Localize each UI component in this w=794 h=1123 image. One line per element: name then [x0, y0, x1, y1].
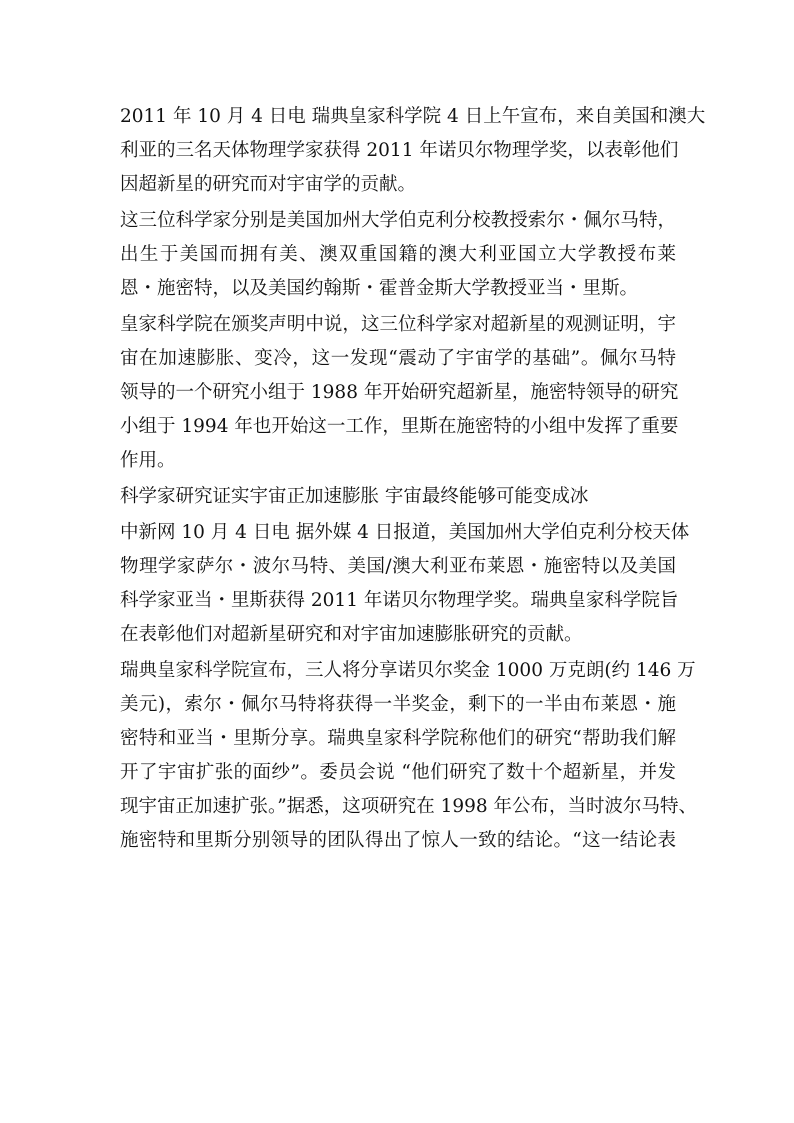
text-line: 密特和亚当・里斯分享。瑞典皇家科学院称他们的研究“帮助我们解 — [120, 728, 676, 749]
text-line: 恩・施密特，以及美国约翰斯・霍普金斯大学教授亚当・里斯。 — [120, 278, 639, 299]
text-line: 美元)，索尔・佩尔马特将获得一半奖金，剩下的一半由布莱恩・施 — [120, 694, 676, 715]
text-line: 出生于美国而拥有美、澳双重国籍的澳大利亚国立大学教授布莱 — [120, 244, 676, 265]
text-line: 瑞典皇家科学院宣布，三人将分享诺贝尔奖金 1000 万克朗(约 146 万 — [120, 660, 696, 681]
paragraph-3 — [120, 308, 679, 478]
text-line: 小组于 1994 年也开始这一工作，里斯在施密特的小组中发挥了重要 — [120, 416, 679, 437]
paragraph-1 — [120, 100, 706, 202]
text-line: 中新网 10 月 4 日电 据外媒 4 日报道，美国加州大学伯克利分校天体 — [120, 522, 690, 543]
text-line: 利亚的三名天体物理学家获得 2011 年诺贝尔物理学奖，以表彰他们 — [120, 140, 679, 161]
document-body — [120, 100, 706, 858]
text-line: 物理学家萨尔・波尔马特、美国/澳大利亚布莱恩・施密特以及美国 — [120, 556, 676, 577]
paragraph-6 — [120, 654, 698, 858]
text-line: 在表彰他们对超新星研究和对宇宙加速膨胀研究的贡献。 — [120, 624, 583, 645]
paragraph-5 — [120, 516, 690, 652]
text-line: 宙在加速膨胀、变冷，这一发现“震动了宇宙学的基础”。佩尔马特 — [120, 348, 676, 369]
text-line: 科学家亚当・里斯获得 2011 年诺贝尔物理学奖。瑞典皇家科学院旨 — [120, 590, 679, 611]
news-headline — [120, 480, 676, 514]
text-line: 这三位科学家分别是美国加州大学伯克利分校教授索尔・佩尔马特， — [120, 210, 676, 231]
text-line: 皇家科学院在颁奖声明中说，这三位科学家对超新星的观测证明，宇 — [120, 314, 676, 335]
headline-text: 科学家研究证实宇宙正加速膨胀 宇宙最终能够可能变成冰 — [120, 486, 589, 507]
text-line: 2011 年 10 月 4 日电 瑞典皇家科学院 4 日上午宣布，来自美国和澳大 — [120, 106, 706, 127]
paragraph-2 — [120, 204, 676, 306]
text-line: 领导的一个研究小组于 1988 年开始研究超新星，施密特领导的研究 — [120, 382, 679, 403]
text-line: 开了宇宙扩张的面纱”。委员会说 “他们研究了数十个超新星，并发 — [120, 762, 676, 783]
text-line: 现宇宙正加速扩张。”据悉，这项研究在 1998 年公布，当时波尔马特、 — [120, 796, 698, 817]
text-line: 施密特和里斯分别领导的团队得出了惊人一致的结论。“这一结论表 — [120, 830, 676, 851]
text-line: 作用。 — [120, 450, 176, 471]
text-line: 因超新星的研究而对宇宙学的贡献。 — [120, 174, 417, 195]
